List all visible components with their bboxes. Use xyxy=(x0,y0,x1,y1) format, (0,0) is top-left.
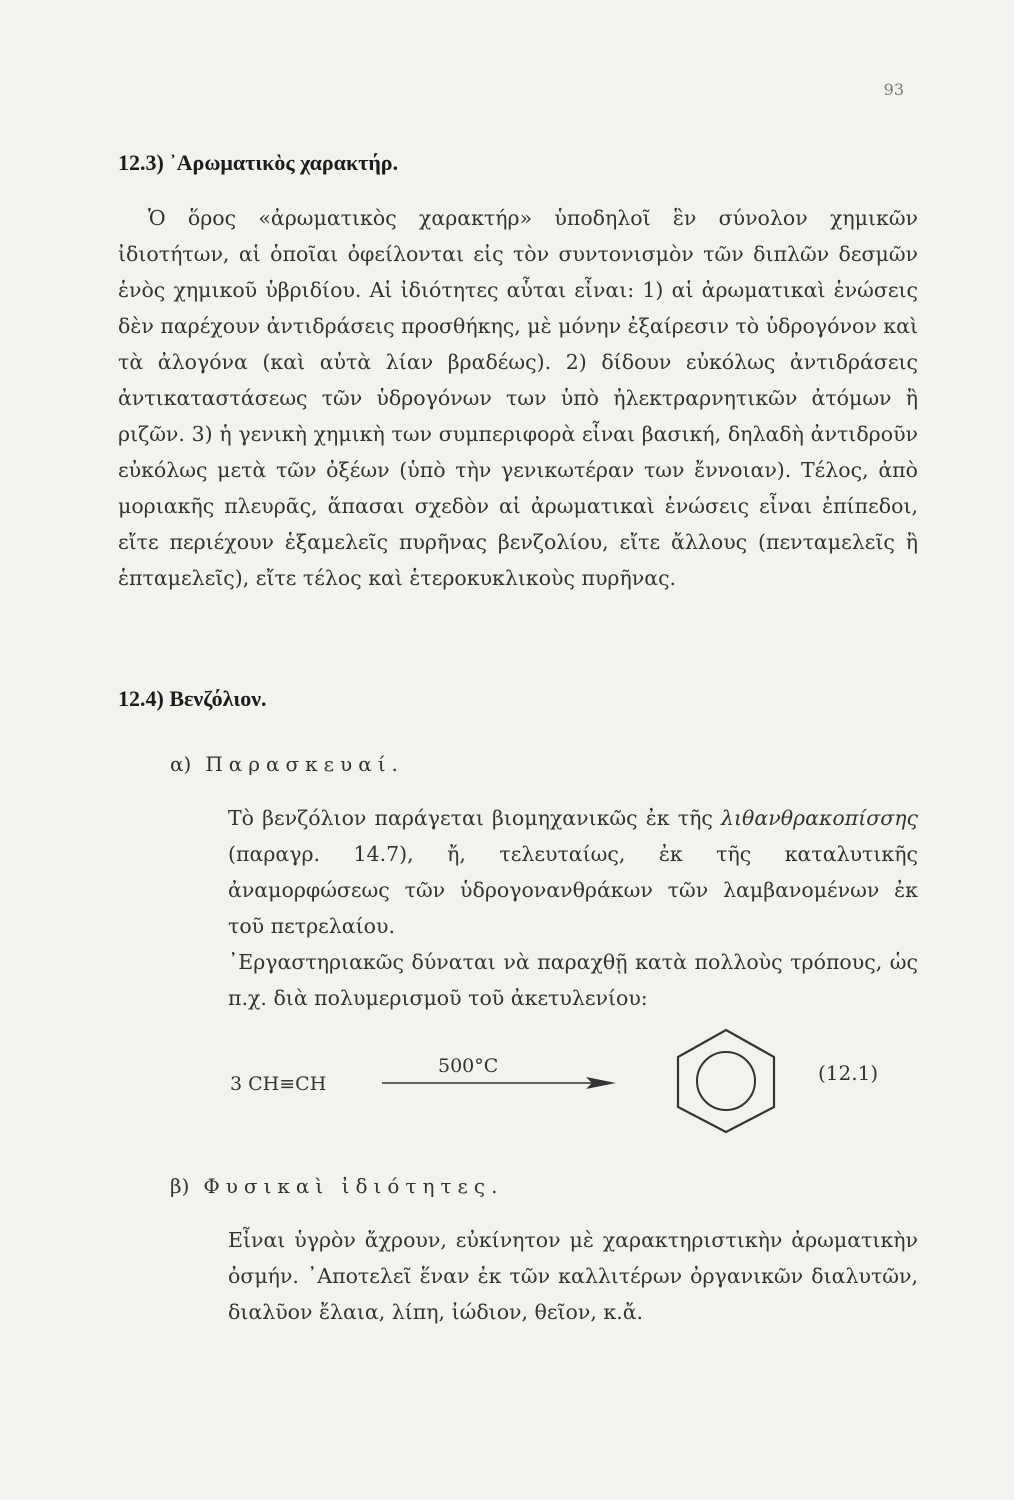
benzene-ring-icon xyxy=(668,1025,784,1135)
reaction-equation xyxy=(230,1025,910,1135)
reaction-arrow-icon xyxy=(380,1073,620,1093)
section-heading-12-4: 12.4) Βενζόλιον. xyxy=(118,686,267,711)
equation-number: (12.1) xyxy=(818,1061,879,1085)
preparation-text-emphasis: λιθανθρακοπίσσης xyxy=(721,806,918,830)
reactant-acetylene: 3 CH≡CH xyxy=(230,1073,327,1095)
aromatic-character-paragraph: Ὁ ὅρος «ἀρωματικὸς χαρακτήρ» ὑποδηλοῖ ἓν σύνολον χημικῶν ἰδιοτήτων, αἱ ὁποῖαι ὀφείλονται εἰς τὸν συντονισμὸν τῶν διπλῶν δεσμῶν ἑνὸς χημικοῦ ὑβριδίου. Αἱ ἰδιότητες αὗται εἶναι: 1) αἱ ἀρωματικαὶ ἑνώσεις δὲν παρέχουν ἀντιδράσεις προσθήκης, μὲ μόνην ἐξαίρεσιν τὸ ὑδρογόνον καὶ τὰ ἀλογόνα (καὶ αὐτὰ λίαν βραδέως). 2) δίδουν εὐκόλως ἀντιδράσεις ἀντικαταστάσεως τῶν ὑδρογόνων των ὑπὸ ἠλεκτραρνητικῶν ἀτόμων ἢ ριζῶν. 3) ἡ γενικὴ χημικὴ των συμπεριφορὰ εἶναι βασική, δηλαδὴ ἀντιδροῦν εὐκόλως μετὰ τῶν ὀξέων (ὑπὸ τὴν γενικωτέραν των ἔννοιαν). Τέλος, ἀπὸ μοριακῆς πλευρᾶς, ἅπασαι σχεδὸν αἱ ἀρωματικαὶ ἑνώσεις εἶναι ἐπίπεδοι, εἴτε περιέχουν ἑξαμελεῖς πυρῆνας βενζολίου, εἴτε ἄλλους (πενταμελεῖς ἢ ἑπταμελεῖς), εἴτε τέλος καὶ ἑτεροκυκλικοὺς πυρῆνας. xyxy=(118,206,918,590)
preparation-text-intro: Τὸ βενζόλιον παράγεται βιομηχανικῶς ἐκ τῆς xyxy=(228,806,722,830)
preparation-text-rest: (παραγρ. 14.7), ἤ, τελευταίως, ἐκ τῆς καταλυτικῆς ἀναμορφώσεως τῶν ὑδρογονανθράκων τῶν λαμβανομένων ἐκ τοῦ πετρελαίου. xyxy=(228,842,918,938)
subsection-b-marker: β) xyxy=(170,1174,190,1198)
subsection-b-heading xyxy=(170,1174,503,1198)
subsection-a-marker: α) xyxy=(170,752,192,776)
preparation-paragraph xyxy=(228,800,918,1016)
section-heading-12-3: 12.3) ᾿Αρωματικὸς χαρακτήρ. xyxy=(118,150,399,175)
lab-preparation-text: ᾿Εργαστηριακῶς δύναται νὰ παραχθῇ κατὰ πολλοὺς τρόπους, ὡς π.χ. διὰ πολυμερισμοῦ τοῦ ἀκετυλενίου: xyxy=(228,950,918,1010)
physical-properties-paragraph: Εἶναι ὑγρὸν ἄχρουν, εὐκίνητον μὲ χαρακτηριστικὴν ἀρωματικὴν ὀσμήν. ᾿Αποτελεῖ ἕναν ἐκ τῶν καλλιτέρων ὀργανικῶν διαλυτῶν, διαλῦον ἔλαια, λίπη, ἰώδιον, θεῖον, κ.ἄ. xyxy=(228,1228,918,1324)
subsection-b-title: Φυσικαὶ ἰδιότητες. xyxy=(203,1174,504,1198)
reaction-condition: 500°C xyxy=(438,1055,499,1077)
subsection-a-title: Παρασκευαί. xyxy=(205,752,404,776)
subsection-a-heading xyxy=(170,752,404,776)
page-number: 93 xyxy=(883,80,904,99)
